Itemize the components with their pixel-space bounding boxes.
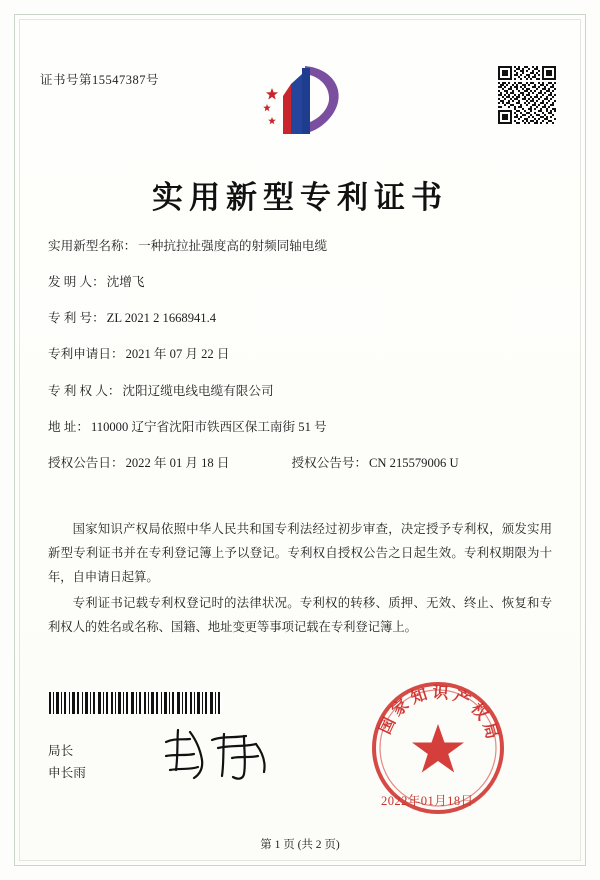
seal-date: 2022年01月18日 — [381, 794, 474, 808]
signature-block — [48, 740, 86, 784]
field-value: 2021 年 07 月 22 日 — [125, 347, 230, 362]
field-row-inventor — [48, 274, 552, 292]
field-row-address — [48, 419, 552, 437]
field-row-patentee — [48, 383, 552, 401]
page-title: 实用新型专利证书 — [152, 180, 448, 215]
grant-date-label: 授权公告日： — [48, 455, 124, 470]
handwritten-signature-icon — [160, 726, 280, 784]
field-label: 专 利 号： — [48, 311, 105, 326]
field-label: 专 利 权 人： — [48, 383, 121, 398]
field-value: 一种抗拉扯强度高的射频同轴电缆 — [138, 239, 328, 253]
grant-number-value: CN 215579006 U — [369, 455, 459, 470]
field-value: 沈阳辽缆电线电缆有限公司 — [122, 383, 274, 398]
field-label: 实用新型名称： — [48, 239, 137, 253]
legal-text — [48, 518, 552, 642]
field-row-grant-announcement — [48, 455, 552, 473]
signature-name: 申长雨 — [48, 766, 86, 781]
svg-text:国家知识产权局: 国家知识产权局 — [376, 684, 502, 745]
legal-paragraph-1: 国家知识产权局依照中华人民共和国专利法经过初步审查，决定授予专利权，颁发实用新型专利证书并在专利登记簿上予以登记。专利权自授权公告之日起生效。专利权期限为十年，自申请日起算。 — [48, 522, 552, 584]
field-label: 地 址： — [48, 419, 89, 434]
field-list — [48, 238, 552, 491]
legal-paragraph-2: 专利证书记载专利权登记时的法律状况。专利权的转移、质押、无效、终止、恢复和专利权人的姓名或名称、国籍、地址变更等事项记载在专利登记簿上。 — [48, 595, 552, 634]
field-row-patent-number — [48, 310, 552, 328]
field-row-application-date — [48, 346, 552, 364]
grant-date-value: 2022 年 01 月 18 日 — [125, 455, 230, 470]
certificate-number: 证书号第15547387号 — [40, 73, 160, 87]
grant-number-label: 授权公告号： — [291, 455, 368, 470]
patent-office-logo-icon — [258, 62, 344, 140]
field-value: ZL 2021 2 1668941.4 — [106, 311, 217, 326]
barcode-icon — [48, 692, 224, 714]
field-label: 发 明 人： — [48, 275, 105, 290]
field-value: 沈增飞 — [106, 275, 145, 290]
field-label: 专利申请日： — [48, 347, 124, 362]
field-row-utility-model-name — [48, 238, 552, 256]
page-footer: 第 1 页 (共 2 页) — [260, 839, 340, 851]
field-value: 110000 辽宁省沈阳市铁西区保工南街 51 号 — [90, 419, 327, 434]
signature-role-label: 局长 — [48, 744, 74, 758]
qr-code-icon — [498, 66, 556, 124]
